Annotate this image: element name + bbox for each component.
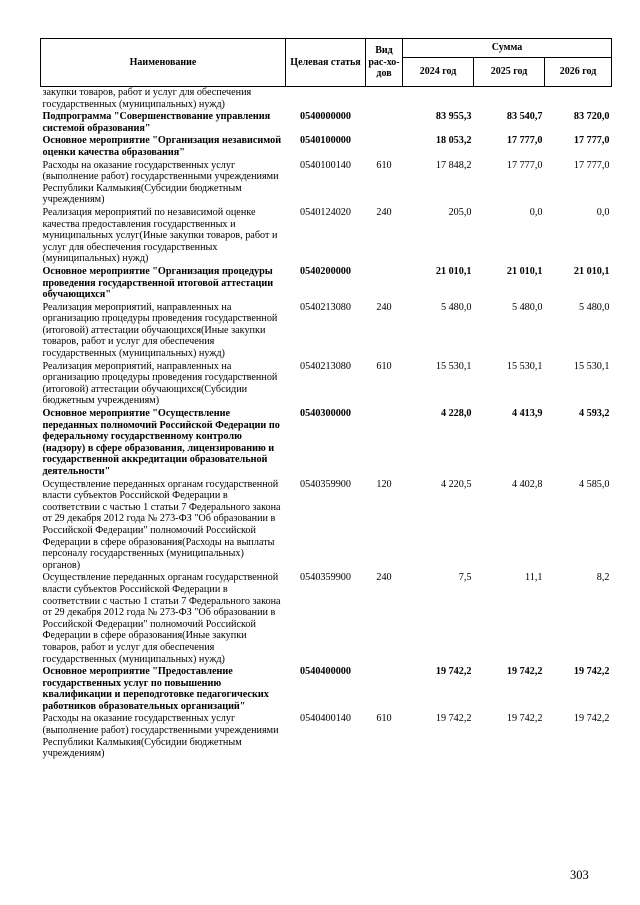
table-row [41, 87, 612, 112]
table-row [41, 266, 612, 302]
row-amount-2025: 21 010,1 [506, 265, 543, 277]
row-expense-type: 610 [376, 360, 392, 372]
row-target-article: 0540400000 [300, 666, 351, 678]
row-amount-2024: 21 010,1 [435, 265, 472, 277]
row-amount-2024: 83 955,3 [435, 111, 472, 123]
table-row [41, 302, 612, 361]
row-target-article: 0540100000 [300, 135, 351, 147]
row-amount-2026: 5 480,0 [578, 301, 610, 313]
row-expense-type: 120 [376, 478, 392, 490]
row-name: закупки товаров, работ и услуг для обеспечения государственных (муниципальных) нужд) [42, 87, 252, 110]
table-row [41, 408, 612, 479]
row-expense-type: 240 [376, 301, 392, 313]
row-target-article: 0540300000 [300, 408, 351, 420]
row-amount-2026: 8,2 [596, 572, 610, 584]
row-amount-2026: 0,0 [596, 206, 610, 218]
header-name: Наименование [41, 39, 286, 87]
header-year-2025: 2025 год [474, 58, 545, 87]
header-expense-type: Вид рас-хо-дов [366, 39, 403, 87]
row-amount-2024: 15 530,1 [435, 360, 472, 372]
row-amount-2025: 17 777,0 [506, 159, 543, 171]
row-name: Осуществление переданных органам государственной власти субъектов Российской Федерации в соответствии с частью 1 статьи 7 Федерального закона от 29 декабря 2012 года № 273-ФЗ "Об образовании в Российской Федерации" полномочий Российской Федерации в сфере образования(Иные закупки товаров, работ и услуг для обеспечения государственных (муниципальных) нужд) [42, 572, 281, 665]
row-target-article: 0540400140 [300, 713, 351, 725]
row-target-article: 0540213080 [300, 301, 351, 313]
row-amount-2025: 0,0 [529, 206, 543, 218]
row-expense-type [366, 408, 403, 479]
row-name: Основное мероприятие "Предоставление государственных услуг по повышению квалификации и переподготовке педагогических работников образовательных организаций" [42, 666, 269, 712]
row-amount-2024: 205,0 [448, 206, 472, 218]
row-name: Реализация мероприятий по независимой оценке качества предоставления государственных и муниципальных услуг(Иные закупки товаров, работ и услуг для обеспечения государственных (муниципальных) нужд) [42, 206, 278, 265]
row-expense-type [366, 666, 403, 713]
row-amount-2025: 4 413,9 [511, 408, 543, 420]
row-name: Основное мероприятие "Организация процедуры проведения государственной итоговой аттестации обучающихся" [42, 265, 274, 301]
row-amount-2024 [403, 87, 474, 112]
header-sum: Сумма [403, 39, 612, 58]
row-amount-2026: 19 742,2 [573, 666, 610, 678]
row-amount-2024: 19 742,2 [435, 666, 472, 678]
row-amount-2025: 17 777,0 [506, 135, 543, 147]
table-row [41, 207, 612, 266]
row-expense-type [366, 135, 403, 159]
row-amount-2026: 4 585,0 [578, 478, 610, 490]
budget-table [40, 38, 612, 761]
row-target-article: 0540359900 [300, 572, 351, 584]
row-target-article: 0540200000 [300, 265, 351, 277]
row-amount-2025 [474, 87, 545, 112]
row-target-article: 0540213080 [300, 360, 351, 372]
row-expense-type: 610 [376, 159, 392, 171]
row-amount-2026: 17 777,0 [573, 159, 610, 171]
row-expense-type [366, 111, 403, 135]
table-row [41, 111, 612, 135]
row-amount-2026: 21 010,1 [573, 265, 610, 277]
row-amount-2024: 18 053,2 [435, 135, 472, 147]
table-row [41, 160, 612, 207]
row-amount-2024: 7,5 [458, 572, 472, 584]
row-target-article [286, 87, 366, 112]
page-number: 303 [570, 868, 589, 882]
row-amount-2024: 17 848,2 [435, 159, 472, 171]
header-year-2024: 2024 год [403, 58, 474, 87]
row-amount-2024: 19 742,2 [435, 713, 472, 725]
row-expense-type: 610 [376, 713, 392, 725]
row-amount-2025: 19 742,2 [506, 713, 543, 725]
row-name: Основное мероприятие "Осуществление переданных полномочий Российской Федерации по федеральному государственному контролю (надзору) в сфере образования, лицензированию и государственной аккредитации образовательной деятельности" [42, 408, 280, 477]
row-name: Реализация мероприятий, направленных на организацию процедуры проведения государственной (итоговой) аттестации обучающихся(Иные закупки товаров, работ и услуг для обеспечения государственных (муниципальных) нужд) [42, 301, 278, 360]
row-amount-2025: 15 530,1 [506, 360, 543, 372]
row-name: Реализация мероприятий, направленных на организацию процедуры проведения государственной (итоговой) аттестации обучающихся(Субсидии бюджетным учреждениям) [42, 360, 278, 407]
row-amount-2026: 4 593,2 [578, 408, 610, 420]
table-header [41, 39, 612, 87]
row-target-article: 0540124020 [300, 206, 351, 218]
row-name: Расходы на оказание государственных услуг (выполнение работ) государственными учреждениями Республики Калмыкия(Субсидии бюджетным учреждениям) [42, 159, 279, 206]
table-row [41, 479, 612, 573]
row-name: Подпрограмма "Совершенствование управления системой образования" [42, 111, 271, 134]
row-amount-2025: 83 540,7 [506, 111, 543, 123]
row-amount-2026: 83 720,0 [573, 111, 610, 123]
table-row [41, 572, 612, 666]
row-name: Основное мероприятие "Организация независимой оценки качества образования" [42, 135, 282, 158]
row-expense-type [366, 266, 403, 302]
header-year-2026: 2026 год [545, 58, 612, 87]
row-expense-type: 240 [376, 206, 392, 218]
row-amount-2025: 5 480,0 [511, 301, 543, 313]
row-name: Осуществление переданных органам государственной власти субъектов Российской Федерации в соответствии с частью 1 статьи 7 Федерального закона от 29 декабря 2012 года № 273-ФЗ "Об образовании в Российской Федерации" полномочий Российской Федерации в сфере образования(Расходы на выплаты персоналу государственных (муниципальных) органов) [42, 478, 281, 571]
row-amount-2025: 19 742,2 [506, 666, 543, 678]
row-amount-2024: 4 220,5 [440, 478, 472, 490]
row-target-article: 0540359900 [300, 478, 351, 490]
row-amount-2024: 4 228,0 [440, 408, 472, 420]
row-name: Расходы на оказание государственных услуг (выполнение работ) государственными учреждениями Республики Калмыкия(Субсидии бюджетным учреждениям) [42, 713, 279, 760]
row-target-article: 0540000000 [300, 111, 351, 123]
row-amount-2024: 5 480,0 [440, 301, 472, 313]
row-amount-2025: 4 402,8 [511, 478, 543, 490]
header-target-article: Целевая статья [286, 39, 366, 87]
table-row [41, 361, 612, 408]
row-amount-2026: 19 742,2 [573, 713, 610, 725]
table-row [41, 666, 612, 713]
row-amount-2025: 11,1 [525, 572, 543, 584]
table-body [41, 87, 612, 761]
row-amount-2026: 17 777,0 [573, 135, 610, 147]
table-row [41, 713, 612, 760]
row-target-article: 0540100140 [300, 159, 351, 171]
row-expense-type: 240 [376, 572, 392, 584]
row-amount-2026 [545, 87, 612, 112]
row-expense-type [366, 87, 403, 112]
row-amount-2026: 15 530,1 [573, 360, 610, 372]
table-row [41, 135, 612, 159]
